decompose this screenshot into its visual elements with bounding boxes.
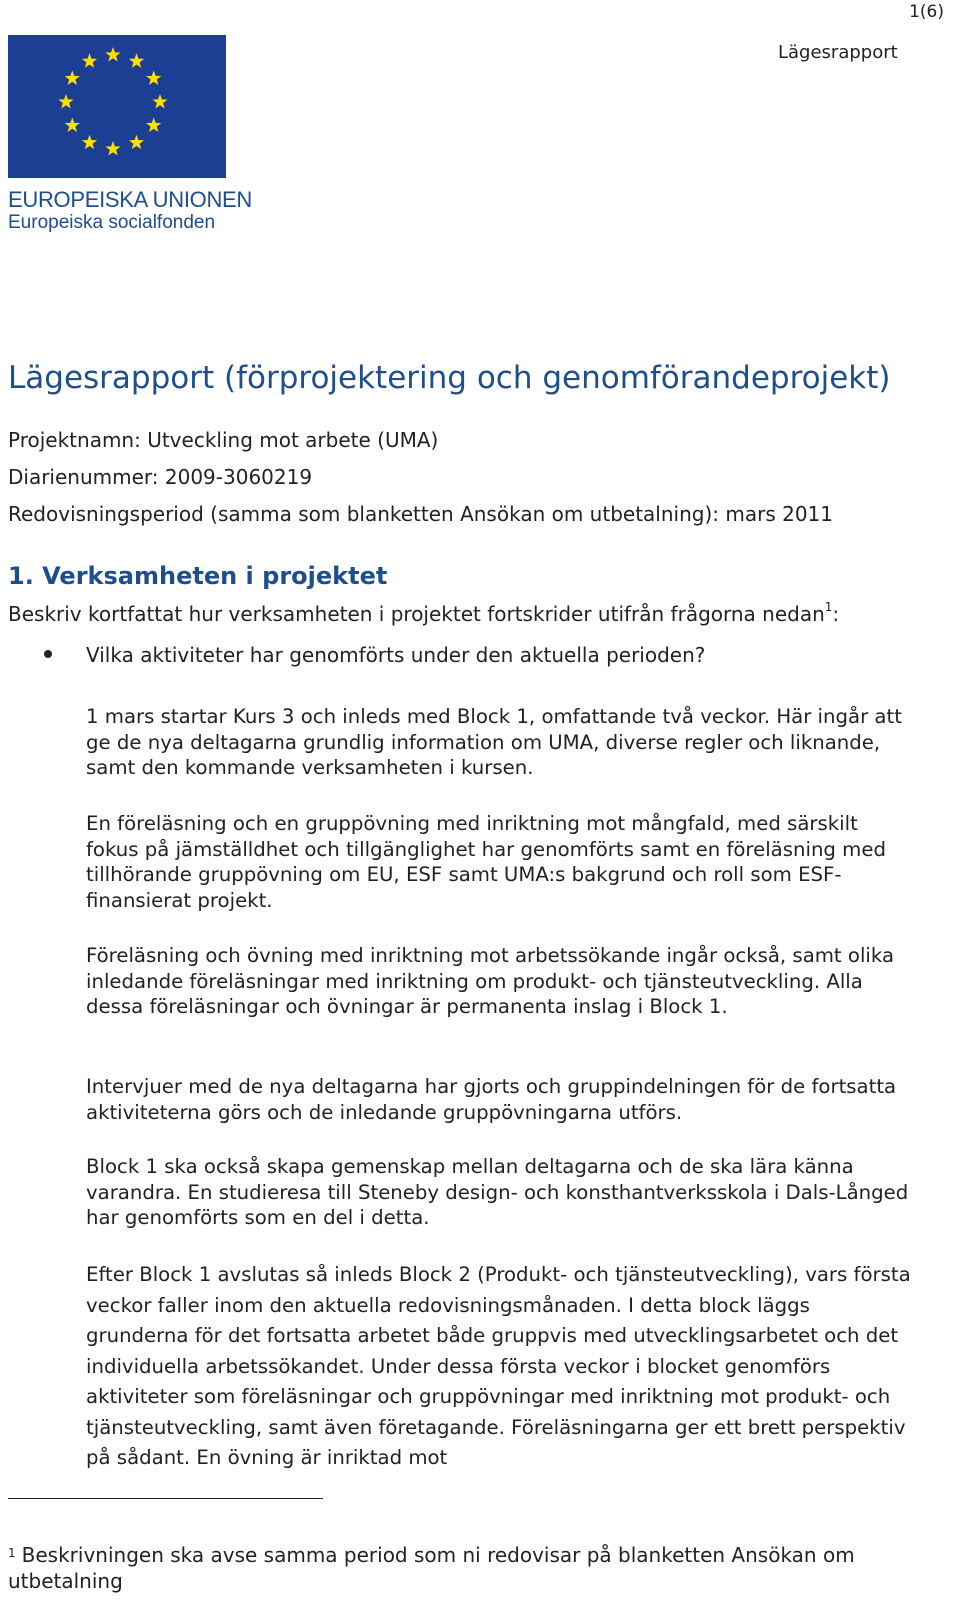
section-intro-suffix: : <box>832 602 840 626</box>
eu-logo-line2: Europeiska socialfonden <box>8 212 216 233</box>
footnote-text: Beskrivningen ska avse samma period som ni redovisar på blanketten Ansökan om utbetalning <box>8 1543 855 1593</box>
bullet-question: Vilka aktiviteter har genomförts under den aktuella perioden? <box>86 643 706 667</box>
bullet-icon <box>44 650 52 658</box>
page-number: 1(6) <box>909 2 944 22</box>
eu-logo-line1: EUROPEISKA UNIONEN <box>8 187 252 212</box>
project-name: Projektnamn: Utveckling mot arbete (UMA) <box>8 428 439 452</box>
eu-flag-icon <box>8 35 226 178</box>
section-intro <box>8 602 839 626</box>
section-heading: 1. Verksamheten i projektet <box>8 562 388 590</box>
header-label: Lägesrapport <box>778 42 898 63</box>
body-paragraph: 1 mars startar Kurs 3 och inleds med Block 1, omfattande två veckor. Här ingår att ge de nya deltagarna grundlig information om UMA, diverse regler och liknande, samt den kommande verksamheten i kursen. <box>86 705 902 779</box>
report-period: Redovisningsperiod (samma som blanketten Ansökan om utbetalning): mars 2011 <box>8 502 833 526</box>
footnote <box>8 1542 908 1594</box>
section-intro-text: Beskriv kortfattat hur verksamheten i projektet fortskrider utifrån frågorna nedan <box>8 602 825 626</box>
footnote-divider <box>8 1498 323 1499</box>
body-paragraph: Block 1 ska också skapa gemenskap mellan deltagarna och de ska lära känna varandra. En studieresa till Steneby design- och konsthantverksskola i Dals-Långed har genomförts som en del i detta. <box>86 1155 909 1229</box>
diary-number: Diarienummer: 2009-3060219 <box>8 465 313 489</box>
eu-logo <box>8 35 252 233</box>
body-paragraph: Föreläsning och övning med inriktning mot arbetssökande ingår också, samt olika inledande föreläsningar med inriktning om produkt- och tjänsteutveckling. Alla dessa föreläsningar och övningar är permanenta inslag i Block 1. <box>86 944 895 1018</box>
document-title: Lägesrapport (förprojektering och genomförandeprojekt) <box>8 360 891 396</box>
footnote-reference[interactable]: 1 <box>824 600 833 614</box>
footnote-marker: 1 <box>8 1546 16 1560</box>
body-paragraph: En föreläsning och en gruppövning med inriktning mot mångfald, med särskilt fokus på jämställdhet och tillgänglighet har genomförts samt en föreläsning med tillhörande gruppövning om EU, ESF samt UMA:s bakgrund och roll som ESF-finansierat projekt. <box>86 812 886 912</box>
eu-flag-background <box>8 35 226 178</box>
body-paragraph: Efter Block 1 avslutas så inleds Block 2 (Produkt- och tjänsteutveckling), vars första veckor faller inom den aktuella redovisningsmånaden. I detta block läggs grunderna för det fortsatta arbetet både gruppvis med utvecklingsarbetet och det individuella arbetssökandet. Under dessa första veckor i blocket genomförs aktiviteter som föreläsningar och gruppövningar med inriktning mot produkt- och tjänsteutveckling, samt även företagande. Föreläsningarna ger ett brett perspektiv på sådant. En övning är inriktad mot <box>86 1263 911 1469</box>
body-paragraph: Intervjuer med de nya deltagarna har gjorts och gruppindelningen för de fortsatta aktiviteterna görs och de inledande gruppövningarna utförs. <box>86 1075 897 1124</box>
